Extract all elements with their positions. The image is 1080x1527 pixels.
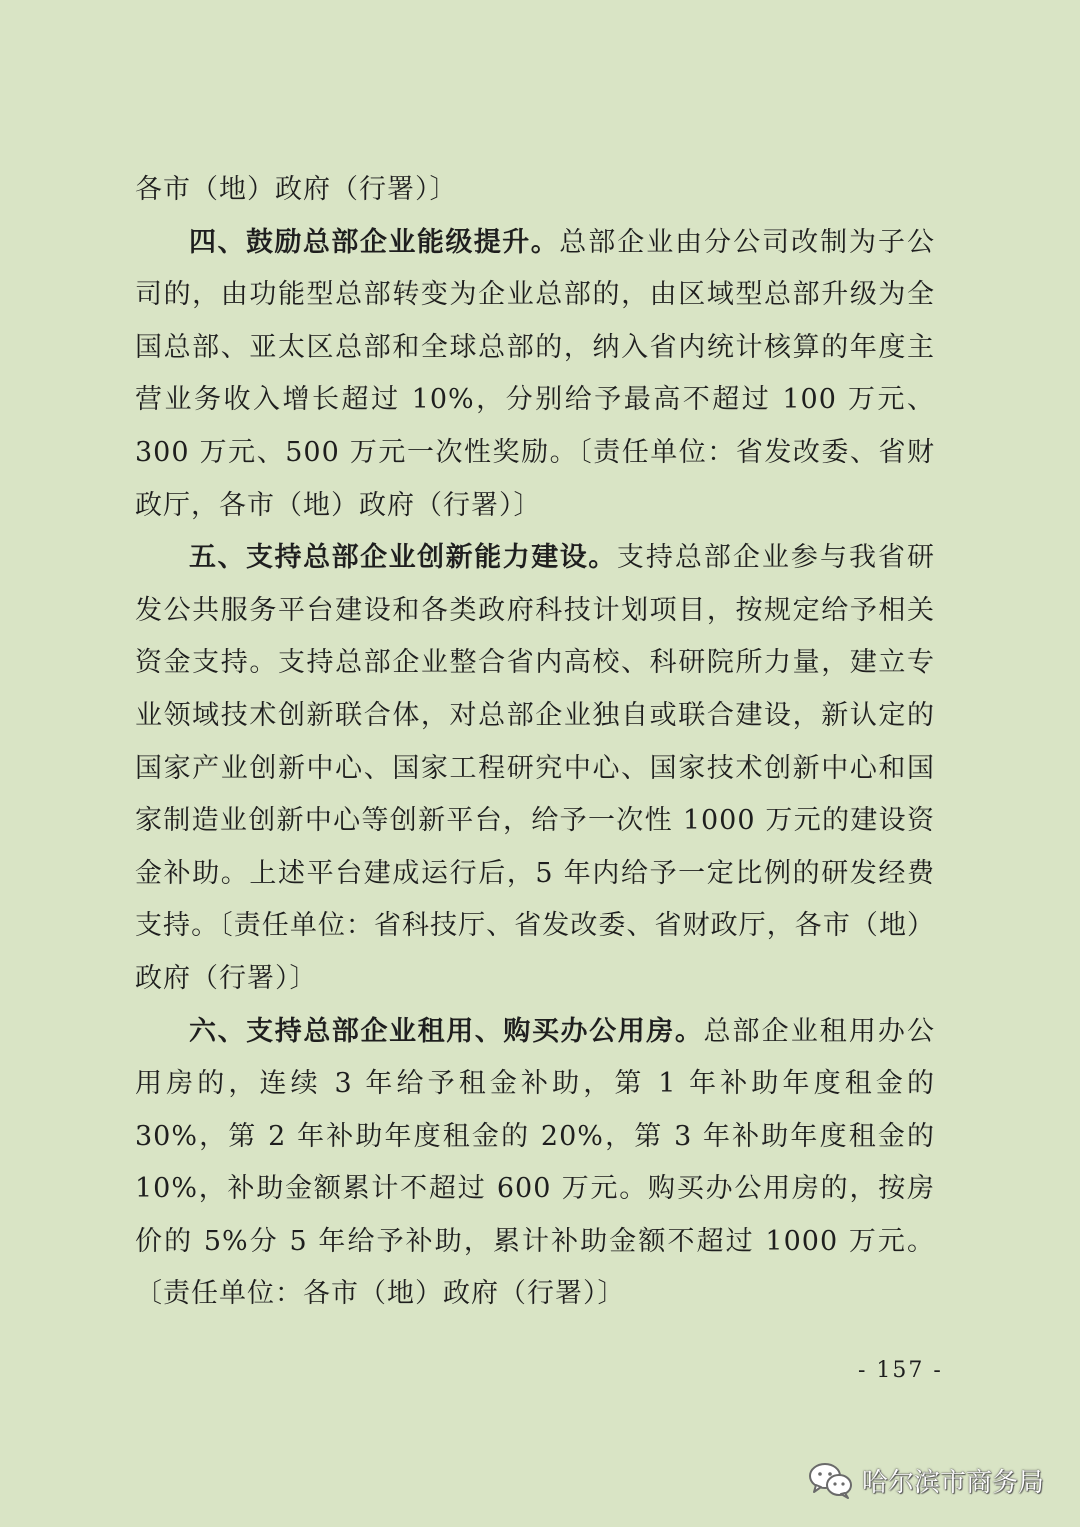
document-body [135, 164, 935, 1321]
page-number: - 157 - [858, 1358, 943, 1383]
paragraph-body: 总部企业租用办公用房的，连续 3 年给予租金补助，第 1 年补助年度租金的 30%，第 2 年补助年度租金的 20%，第 3 年补助年度租金的 10%，补助金额累计不超过 600 万元。购买办公用房的，按房价的 5%分 5 年给予补助，累计补助金额不超过 1000 万元。〔责任单位：各市（地）政府（行署）〕 [135, 1015, 936, 1310]
paragraph-continuation [135, 164, 935, 217]
paragraph-body: 总部企业由分公司改制为子公司的，由功能型总部转变为企业总部的，由区域型总部升级为全国总部、亚太区总部和全球总部的，纳入省内统计核算的年度主营业务收入增长超过 10%，分别给予最高不超过 100 万元、300 万元、500 万元一次性奖励。〔责任单位：省发改委、省财政厅，各市（地）政府（行署）〕 [135, 226, 936, 521]
paragraph-body: 支持总部企业参与我省研发公共服务平台建设和各类政府科技计划项目，按规定给予相关资金支持。支持总部企业整合省内高校、科研院所力量，建立专业领域技术创新联合体，对总部企业独自或联合建设，新认定的国家产业创新中心、国家工程研究中心、国家技术创新中心和国家制造业创新中心等创新平台，给予一次性 1000 万元的建设资金补助。上述平台建成运行后，5 年内给予一定比例的研发经费支持。〔责任单位：省科技厅、省发改委、省财政厅，各市（地）政府（行署）〕 [135, 542, 936, 994]
section-heading: 四、鼓励总部企业能级提升。 [189, 226, 560, 258]
watermark [808, 1456, 1044, 1504]
paragraph-section-6 [135, 1006, 935, 1322]
paragraph-section-5 [135, 532, 935, 1005]
section-heading: 六、支持总部企业租用、购买办公用房。 [189, 1015, 704, 1047]
wechat-icon [808, 1461, 854, 1499]
paragraph-body: 各市（地）政府（行署）〕 [135, 174, 458, 205]
paragraph-section-4 [135, 217, 935, 533]
watermark-text: 哈尔滨市商务局 [862, 1467, 1045, 1498]
section-heading: 五、支持总部企业创新能力建设。 [189, 542, 617, 574]
